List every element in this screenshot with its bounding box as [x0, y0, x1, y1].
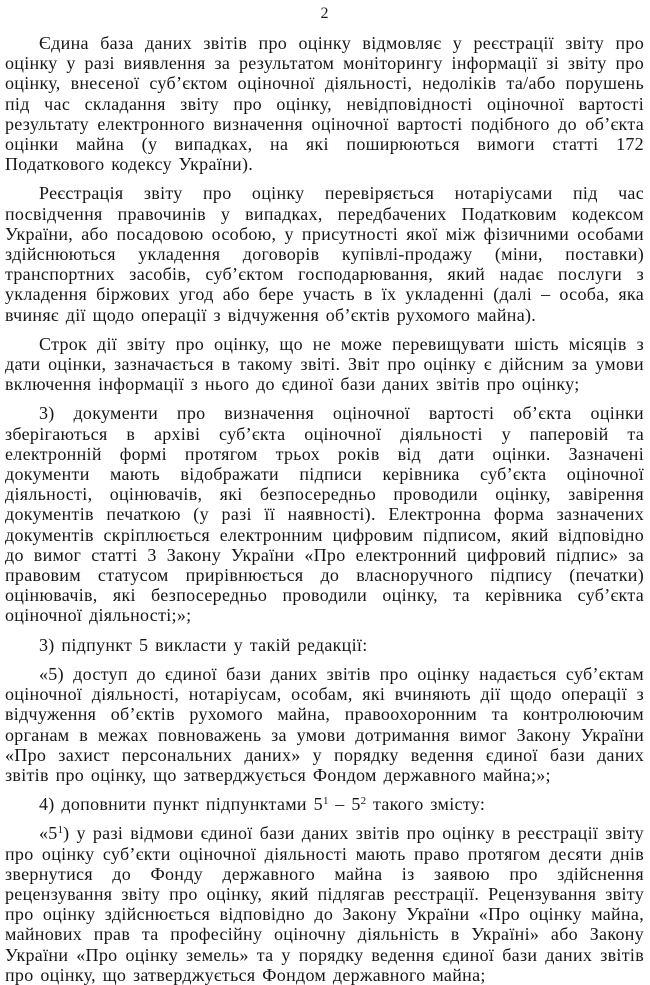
paragraph-text: 4) доповнити пункт підпунктами 5	[39, 794, 323, 815]
paragraph	[5, 794, 644, 814]
superscript: 1	[322, 795, 329, 808]
paragraph: Строк дії звіту про оцінку, що не може перевищувати шість місяців з дати оцінки, зазначається в такому звіті. Звіт про оцінку є дійсним за умови включення інформації з нього до єдиної бази даних звітів про оцінку;	[5, 333, 644, 395]
page-number: 2	[320, 5, 329, 22]
paragraph: Реєстрація звіту про оцінку перевіряється нотаріусами під час посвідчення правочинів у випадках, передбачених Податковим кодексом України, або посадовою особою, у присутності якої між фізичними особами здійснюються укладення договорів купівлі-продажу (міни, поставки) транспортних засобів, суб’єктом господарювання, який надає послуги з укладення біржових угод або бере участь в їх укладенні (далі – особа, яка вчиняє дії щодо операції з відчуження об’єктів рухомого майна).	[5, 183, 644, 325]
paragraph: Єдина база даних звітів про оцінку відмовляє у реєстрації звіту про оцінку у разі виявлення за результатом моніторингу інформації зі звіту про оцінку, внесеної суб’єктом оціночної діяльності, недоліків та/або порушень під час складання звіту про оцінку, невідповідності оціночної вартості результату електронного визначення оціночної вартості подібного до об’єкта оцінки майна (у випадках, на які поширюються вимоги статті 172 Податкового кодексу України).	[5, 33, 644, 175]
superscript: 2	[360, 795, 367, 808]
paragraph-text: «5	[39, 823, 58, 844]
paragraph-text: такого змісту:	[366, 794, 486, 815]
paragraph	[5, 823, 644, 985]
superscript: 1	[57, 824, 64, 837]
paragraph: 3) документи про визначення оціночної вартості об’єкта оцінки зберігаються в архіві суб’єкта оціночної діяльності у паперовій та електронній формі протягом трьох років від дати оцінки. Зазначені документи мають відображати підписи керівника суб’єкта оціночної діяльності, оцінювачів, які безпосередньо проводили оцінку, завірення документів печаткою (у разі її наявності). Електронна форма зазначених документів скріплюється електронним цифровим підписом, який відповідно до вимог статті 3 Закону України «Про електронний цифровий підпис» за правовим статусом прирівнюється до власноручного підпису (печатки) оцінювачів, які безпосередньо проводили оцінку, та керівника суб’єкта оціночної діяльності;»;	[5, 403, 644, 626]
paragraph: 3) підпункт 5 викласти у такій редакції:	[39, 634, 368, 655]
paragraph: «5) доступ до єдиної бази даних звітів про оцінку надається суб’єктам оціночної діяльності, нотаріусам, особам, які вчиняють дії щодо операції з відчуження об’єктів рухомого майна, правоохоронним та контролюючим органам в межах повноважень за умови дотримання вимог Закону України «Про захист персональних даних» у порядку ведення єдиної бази даних звітів про оцінку, що затверджується Фондом державного майна;»;	[5, 663, 644, 785]
paragraph-text: – 5	[328, 794, 361, 815]
paragraph-text: ) у разі відмови єдиної бази даних звітів про оцінку в реєстрації звіту про оцінку суб’єкти оціночної діяльності мають право протягом десяти днів звернутися до Фонду державного майна із заявою про здійснення рецензування звіту про оцінку, який підлягав реєстрації. Рецензування звіту про оцінку здійснюється відповідно до Закону України «Про оцінку майна, майнових прав та професійну оціночну діяльність в Україні» або Закону України «Про оцінку земель» та у порядку ведення єдиної бази даних звітів про оцінку, що затверджується Фондом державного майна;	[5, 823, 644, 985]
